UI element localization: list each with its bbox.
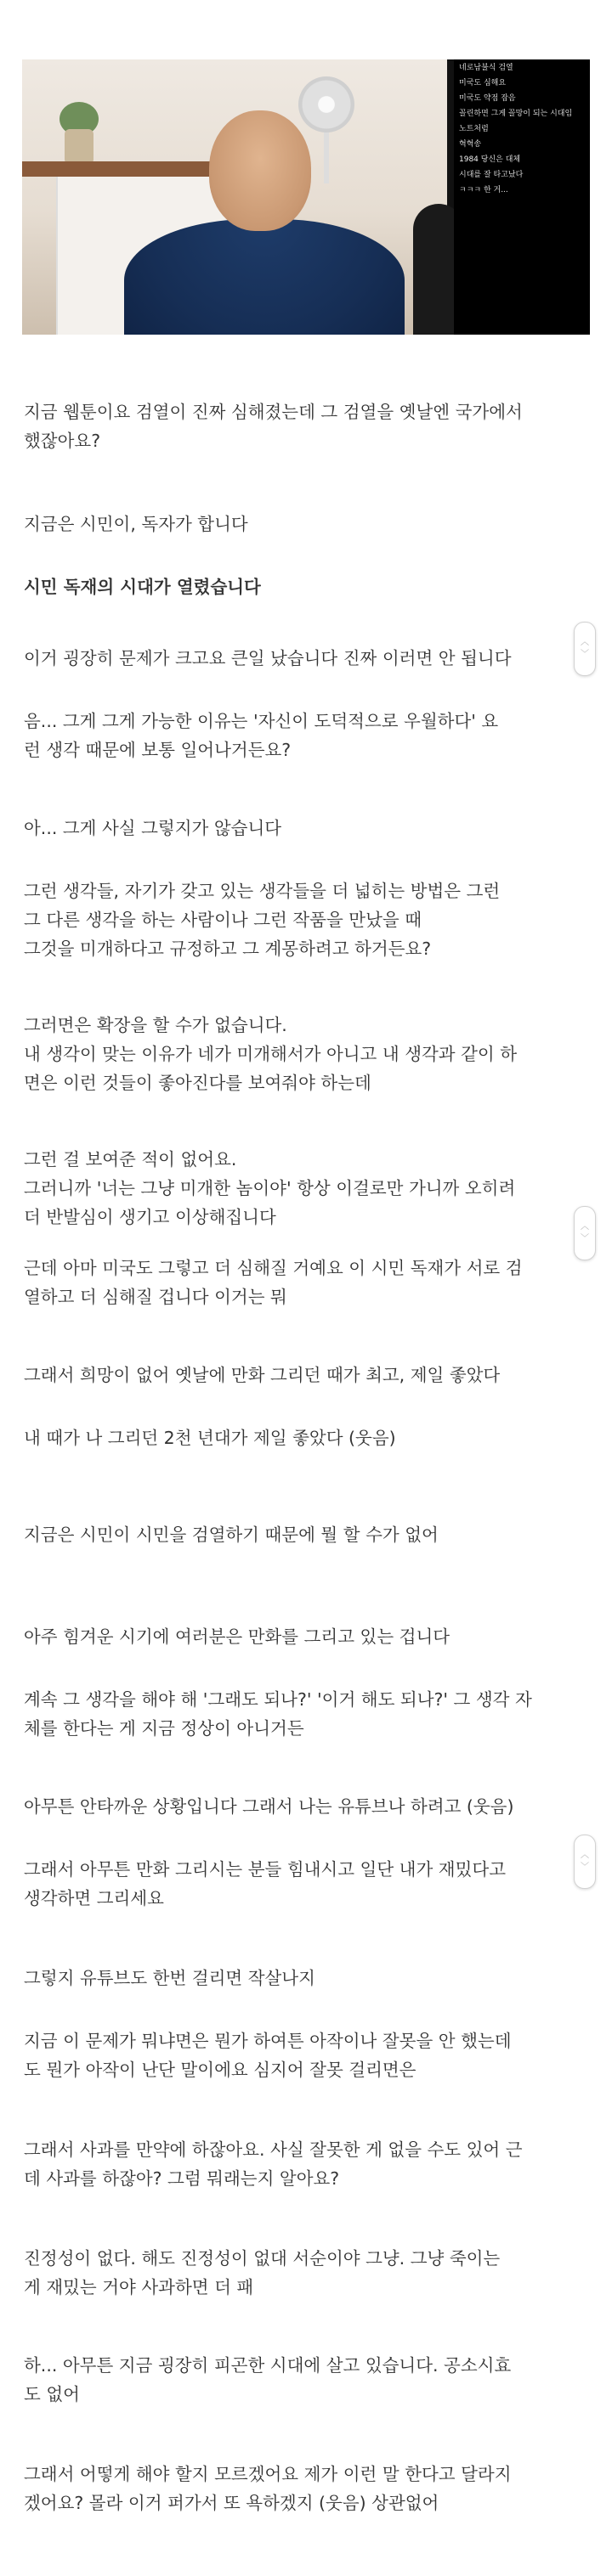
chat-message bbox=[459, 124, 585, 134]
paragraph: 그래서 어떻게 해야 할지 모르겠어요 제가 이런 말 한다고 달라지 겠어요? 몰라 이거 퍼가서 또 욕하겠지 (웃음) 상관없어 bbox=[24, 2464, 512, 2513]
paragraph: 계속 그 생각을 해야 해 '그래도 되나?' '이거 해도 되나?' 그 생각 자 체를 한다는 게 지금 정상이 아니거든 bbox=[24, 1689, 532, 1739]
scroll-handle[interactable] bbox=[574, 1206, 596, 1260]
paragraph: 그래서 사과를 만약에 하잖아요. 사실 잘못한 게 없을 수도 있어 근 데 사과를 하잖아? 그럼 뭐래는지 알아요? bbox=[24, 2139, 523, 2189]
chat-message bbox=[459, 109, 585, 119]
paragraph: 그런 생각들, 자기가 갖고 있는 생각들을 더 넓히는 방법은 그런 그 다른 생각을 하는 사람이나 그런 작품을 만났을 때 그것을 미개하다고 규정하고 그 계몽하려고 하거든요? bbox=[24, 881, 501, 959]
paragraph: 아주 힘겨운 시기에 여러분은 만화를 그리고 있는 겁니다 bbox=[24, 1626, 450, 1647]
chat-message bbox=[459, 185, 585, 195]
chat-message bbox=[459, 139, 585, 149]
fan-stand bbox=[324, 132, 329, 183]
chat-message bbox=[459, 93, 585, 104]
chat-text: 꼴린하면 그게 꼴망이 되는 시대임 bbox=[459, 110, 573, 118]
scroll-handle[interactable] bbox=[574, 1835, 596, 1889]
chat-text: 미국도 심해요 bbox=[459, 79, 507, 87]
scroll-handle[interactable] bbox=[574, 622, 596, 676]
paragraph: 아... 그게 사실 그렇지가 않습니다 bbox=[24, 818, 282, 838]
chat-message bbox=[459, 63, 585, 73]
paragraph: 지금 웹툰이요 검열이 진짜 심해졌는데 그 검열을 옛날엔 국가에서 했잖아요? bbox=[24, 402, 523, 451]
flower-pot bbox=[65, 129, 94, 163]
chat-text: ㅋㅋㅋ 한 거... bbox=[459, 186, 508, 194]
paragraph: 그렇지 유튜브도 한번 걸리면 작살나지 bbox=[24, 1968, 315, 1988]
paragraph: 지금 이 문제가 뭐냐면은 뭔가 하여튼 아작이나 잘못을 안 했는데 도 뭔가 아작이 난단 말이에요 심지어 잘못 걸리면은 bbox=[24, 2031, 512, 2080]
chevron-up-icon: ︿ bbox=[581, 1222, 589, 1232]
chat-text: 네로남불식 검열 bbox=[459, 64, 513, 72]
paragraph: 지금은 시민이, 독자가 합니다 bbox=[24, 514, 248, 534]
chat-text: 혁혁송 bbox=[459, 140, 482, 149]
paragraph: 그래서 희망이 없어 옛날에 만화 그리던 때가 최고, 제일 좋았다 bbox=[24, 1365, 501, 1385]
streamer-body bbox=[124, 219, 405, 335]
chat-text: 1984 당신은 대체 bbox=[459, 155, 521, 164]
chat-message bbox=[459, 78, 585, 88]
chat-panel bbox=[454, 59, 590, 335]
video-thumbnail[interactable] bbox=[22, 59, 590, 335]
paragraph: 이거 굉장히 문제가 크고요 큰일 났습니다 진짜 이러면 안 됩니다 bbox=[24, 648, 512, 668]
section-heading: 시민 독재의 시대가 열렸습니다 bbox=[24, 577, 261, 597]
paragraph: 진정성이 없다. 해도 진정성이 없대 서순이야 그냥. 그냥 죽이는 게 재밌는 거야 사과하면 더 패 bbox=[24, 2248, 501, 2297]
chevron-down-icon: ﹀ bbox=[581, 1234, 589, 1243]
shelf bbox=[22, 161, 235, 177]
chevron-up-icon: ︿ bbox=[581, 638, 589, 647]
chevron-down-icon: ﹀ bbox=[581, 650, 589, 659]
paragraph: 그래서 아무튼 만화 그리시는 분들 힘내시고 일단 내가 재밌다고 생각하면 그리세요 bbox=[24, 1859, 507, 1908]
chat-message bbox=[459, 155, 585, 165]
paragraph: 근데 아마 미국도 그렇고 더 심해질 거예요 이 시민 독재가 서로 검 열하고 더 심해질 겁니다 이거는 뭐 bbox=[24, 1258, 523, 1307]
chat-text: 시대를 잘 타고났다 bbox=[459, 171, 524, 179]
paragraph: 음... 그게 그게 가능한 이유는 '자신이 도덕적으로 우월하다' 요 런 생각 때문에 보통 일어나거든요? bbox=[24, 711, 499, 760]
paragraph: 아무튼 안타까운 상황입니다 그래서 나는 유튜브나 하려고 (웃음) bbox=[24, 1796, 514, 1817]
fan-icon bbox=[298, 76, 354, 132]
paragraph: 하... 아무튼 지금 굉장히 피곤한 시대에 살고 있습니다. 공소시효 도 없어 bbox=[24, 2355, 512, 2404]
streamer-head bbox=[209, 110, 311, 231]
chevron-up-icon: ︿ bbox=[581, 1851, 589, 1860]
chat-message bbox=[459, 170, 585, 180]
paragraph: 내 때가 나 그리던 2천 년대가 제일 좋았다 (웃음) bbox=[24, 1428, 396, 1448]
paragraph: 지금은 시민이 시민을 검열하기 때문에 뭘 할 수가 없어 bbox=[24, 1525, 439, 1545]
chat-text: 노트처럼 bbox=[459, 125, 489, 133]
paragraph: 그러면은 확장을 할 수가 없습니다. 내 생각이 맞는 이유가 네가 미개해서가 아니고 내 생각과 같이 하 면은 이런 것들이 좋아진다를 보여줘야 하는데 bbox=[24, 1015, 518, 1093]
chat-text: 미국도 약점 잡음 bbox=[459, 94, 516, 103]
paragraph: 그런 걸 보여준 적이 없어요. 그러니까 '너는 그냥 미개한 놈이야' 항상 이걸로만 가니까 오히려 더 반발심이 생기고 이상해집니다 bbox=[24, 1149, 516, 1227]
chevron-down-icon: ﹀ bbox=[581, 1863, 589, 1872]
